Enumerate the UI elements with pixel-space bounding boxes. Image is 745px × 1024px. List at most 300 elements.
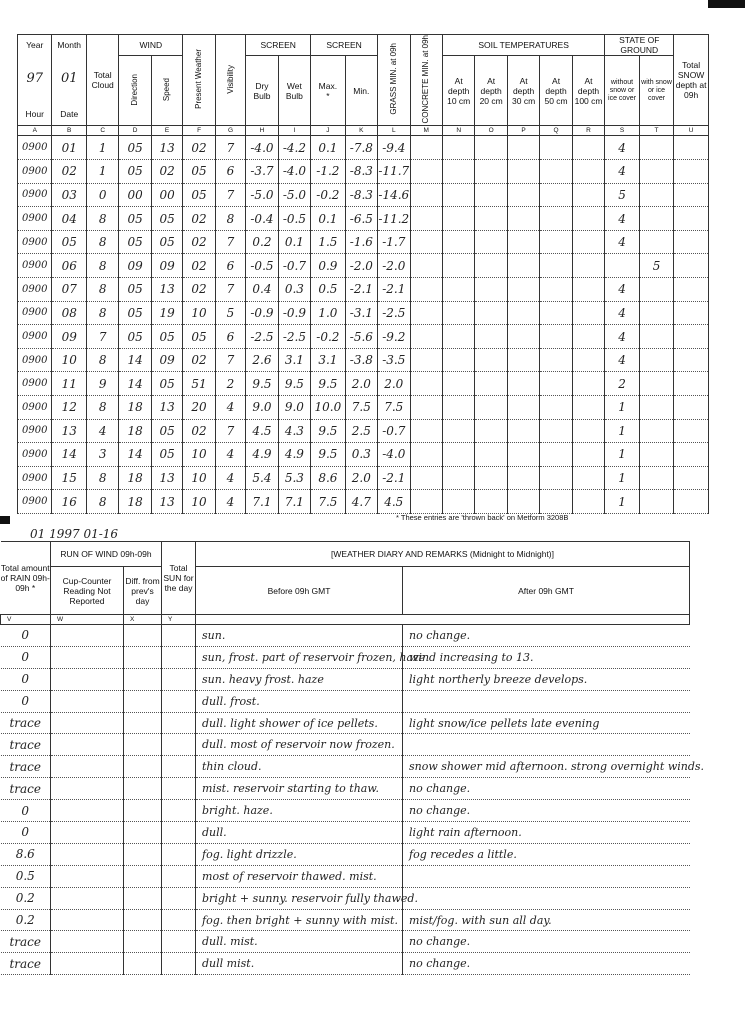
cell-empty — [410, 396, 442, 420]
cell-empty — [410, 490, 442, 514]
cup-counter-header: Cup-Counter Reading Not Reported — [51, 567, 124, 615]
footnote: * These entries are 'thrown back' on Metform 3208B — [396, 513, 569, 522]
cell-empty — [507, 160, 539, 184]
cell-empty — [410, 183, 442, 207]
cell-sog1: 4 — [605, 160, 639, 184]
cell-rain: 0.2 — [1, 887, 51, 909]
cell-wet: -0.7 — [278, 254, 310, 278]
cell-sog2 — [639, 207, 673, 231]
cell-grass: -2.1 — [378, 278, 410, 302]
cell-hour: 0900 — [18, 278, 52, 302]
visibility-header: Visibility — [215, 35, 245, 126]
cell-empty — [442, 160, 474, 184]
cell-before-09h: dull mist. — [196, 953, 403, 975]
cell-grass: -11.7 — [378, 160, 410, 184]
cell-empty — [572, 136, 605, 160]
cell-date: 13 — [52, 419, 86, 443]
cell-wet: 0.1 — [278, 230, 310, 254]
cell-empty — [507, 254, 539, 278]
cell-sog1: 2 — [605, 372, 639, 396]
cell-empty — [475, 490, 507, 514]
column-letter: E — [151, 126, 182, 136]
cell-diff — [124, 865, 162, 887]
cell-snow — [674, 466, 709, 490]
cell-vis: 4 — [215, 396, 245, 420]
cell-sog1: 4 — [605, 207, 639, 231]
total-sun-header: Total SUN for the day — [162, 542, 196, 615]
cell-sog1: 1 — [605, 443, 639, 467]
cell-snow — [674, 443, 709, 467]
cell-snow — [674, 254, 709, 278]
cell-speed: 09 — [151, 348, 182, 372]
column-letter: M — [410, 126, 442, 136]
table-row — [18, 254, 709, 278]
cell-empty — [572, 207, 605, 231]
cell-cloud: 8 — [86, 348, 118, 372]
diary-row — [1, 909, 690, 931]
cell-empty — [475, 136, 507, 160]
cell-diff — [124, 690, 162, 712]
cell-empty — [442, 325, 474, 349]
cell-empty — [475, 230, 507, 254]
cell-diff — [124, 800, 162, 822]
after-09h-header: After 09h GMT — [403, 567, 690, 615]
cell-pw: 05 — [183, 325, 215, 349]
cell-grass: -1.7 — [378, 230, 410, 254]
cell-min: -2.1 — [345, 278, 377, 302]
cell-dir: 05 — [119, 325, 151, 349]
cell-rain: trace — [1, 931, 51, 953]
cell-empty — [475, 466, 507, 490]
cell-dir: 14 — [119, 348, 151, 372]
cell-speed: 05 — [151, 230, 182, 254]
cell-max: 0.1 — [311, 136, 345, 160]
cell-dir: 18 — [119, 466, 151, 490]
cell-diff — [124, 734, 162, 756]
cell-dry: -5.0 — [246, 183, 278, 207]
cell-hour: 0900 — [18, 466, 52, 490]
cell-hour: 0900 — [18, 372, 52, 396]
cell-date: 12 — [52, 396, 86, 420]
cell-pw: 02 — [183, 254, 215, 278]
cell-date: 03 — [52, 183, 86, 207]
cell-grass: 2.0 — [378, 372, 410, 396]
cell-empty — [540, 278, 572, 302]
cell-speed: 05 — [151, 419, 182, 443]
soil-temperatures-header: SOIL TEMPERATURES — [442, 35, 604, 56]
cell-after-09h: no change. — [403, 778, 690, 800]
cell-empty — [572, 160, 605, 184]
period-stamp: 01 1997 01-16 — [30, 527, 119, 541]
table-row — [18, 466, 709, 490]
cell-max: -0.2 — [311, 325, 345, 349]
cell-min: 0.3 — [345, 443, 377, 467]
cell-before-09h: mist. reservoir starting to thaw. — [196, 778, 403, 800]
cell-sun — [162, 778, 196, 800]
column-letter: Y — [162, 615, 196, 625]
cell-snow — [674, 207, 709, 231]
cell-sog2 — [639, 278, 673, 302]
before-09h-header: Before 09h GMT — [196, 567, 403, 615]
cell-snow — [674, 183, 709, 207]
cell-sog2 — [639, 160, 673, 184]
cell-empty — [540, 254, 572, 278]
cell-cloud: 8 — [86, 396, 118, 420]
cell-cloud: 8 — [86, 466, 118, 490]
cell-sog1: 4 — [605, 348, 639, 372]
cell-empty — [410, 466, 442, 490]
cell-grass: -9.2 — [378, 325, 410, 349]
cell-diff — [124, 668, 162, 690]
cell-before-09h: fog. light drizzle. — [196, 843, 403, 865]
cell-empty — [475, 419, 507, 443]
cell-min: -5.6 — [345, 325, 377, 349]
cell-speed: 05 — [151, 325, 182, 349]
cell-pw: 02 — [183, 136, 215, 160]
cell-min: -2.0 — [345, 254, 377, 278]
cell-grass: 7.5 — [378, 396, 410, 420]
cell-hour: 0900 — [18, 419, 52, 443]
cell-empty — [475, 301, 507, 325]
cell-before-09h: dull. mist. — [196, 931, 403, 953]
cell-sog1: 4 — [605, 278, 639, 302]
cell-min: 4.7 — [345, 490, 377, 514]
cell-sun — [162, 712, 196, 734]
cell-empty — [507, 278, 539, 302]
cell-min: -7.8 — [345, 136, 377, 160]
grass-min-header: GRASS MIN. at 09h — [378, 35, 410, 126]
cell-empty — [572, 372, 605, 396]
cell-speed: 13 — [151, 136, 182, 160]
cell-sog2 — [639, 490, 673, 514]
cell-cup-counter — [51, 800, 124, 822]
cell-dry: 0.2 — [246, 230, 278, 254]
without-snow-header: without snow or ice cover — [605, 56, 639, 126]
cell-empty — [410, 348, 442, 372]
cell-snow — [674, 348, 709, 372]
cell-hour: 0900 — [18, 301, 52, 325]
cell-date: 04 — [52, 207, 86, 231]
diary-row — [1, 778, 690, 800]
cell-empty — [540, 230, 572, 254]
cell-empty — [442, 490, 474, 514]
cell-snow — [674, 230, 709, 254]
cell-dry: 9.5 — [246, 372, 278, 396]
cell-empty — [572, 325, 605, 349]
cell-dry: -0.9 — [246, 301, 278, 325]
cell-empty — [442, 372, 474, 396]
diary-row — [1, 734, 690, 756]
cell-hour: 0900 — [18, 183, 52, 207]
cell-dir: 05 — [119, 301, 151, 325]
soil-depth-30-header: At depth 30 cm — [507, 56, 539, 126]
cell-sun — [162, 756, 196, 778]
cell-hour: 0900 — [18, 490, 52, 514]
cell-max: 9.5 — [311, 443, 345, 467]
cell-sog1: 4 — [605, 325, 639, 349]
cell-dir: 09 — [119, 254, 151, 278]
registration-mark — [0, 516, 10, 524]
cell-sog2 — [639, 325, 673, 349]
cell-cup-counter — [51, 734, 124, 756]
cell-empty — [540, 325, 572, 349]
cell-speed: 02 — [151, 160, 182, 184]
diary-row — [1, 800, 690, 822]
cell-max: 0.1 — [311, 207, 345, 231]
screen-header-1: SCREEN — [246, 35, 311, 56]
table-row — [18, 372, 709, 396]
cell-before-09h: sun. heavy frost. haze — [196, 668, 403, 690]
cell-dir: 05 — [119, 278, 151, 302]
column-letter: U — [674, 126, 709, 136]
scan-corner-mark — [708, 0, 745, 8]
cell-empty — [507, 348, 539, 372]
table-row — [18, 160, 709, 184]
cell-empty — [442, 230, 474, 254]
cell-after-09h: light northerly breeze develops. — [403, 668, 690, 690]
cell-after-09h: mist/fog. with sun all day. — [403, 909, 690, 931]
table-row — [18, 348, 709, 372]
cell-dir: 05 — [119, 160, 151, 184]
cell-hour: 0900 — [18, 254, 52, 278]
cell-empty — [442, 278, 474, 302]
cell-empty — [442, 207, 474, 231]
soil-depth-50-header: At depth 50 cm — [540, 56, 572, 126]
soil-depth-100-header: At depth 100 cm — [572, 56, 605, 126]
weather-diary-header: [WEATHER DIARY AND REMARKS (Midnight to Midnight)] — [196, 542, 690, 567]
table-row — [18, 136, 709, 160]
cell-rain: 0.2 — [1, 909, 51, 931]
cell-before-09h: dull. — [196, 822, 403, 844]
cell-empty — [507, 372, 539, 396]
cell-empty — [475, 160, 507, 184]
month-value: 01 — [52, 56, 86, 104]
cell-empty — [475, 372, 507, 396]
cell-diff — [124, 712, 162, 734]
cell-pw: 02 — [183, 230, 215, 254]
column-letter: R — [572, 126, 605, 136]
cell-pw: 10 — [183, 490, 215, 514]
cell-sun — [162, 800, 196, 822]
cell-empty — [572, 396, 605, 420]
screen-header-2: SCREEN — [311, 35, 378, 56]
date-label: Date — [52, 103, 86, 126]
cell-min: 7.5 — [345, 396, 377, 420]
cell-empty — [572, 443, 605, 467]
cell-pw: 02 — [183, 348, 215, 372]
cell-cloud: 1 — [86, 160, 118, 184]
cell-date: 10 — [52, 348, 86, 372]
cell-wet: 4.9 — [278, 443, 310, 467]
cell-min: 2.0 — [345, 466, 377, 490]
concrete-min-header: CONCRETE MIN. at 09h — [410, 35, 442, 126]
wet-bulb-header: Wet Bulb — [278, 56, 310, 126]
column-letter: L — [378, 126, 410, 136]
cell-grass: -3.5 — [378, 348, 410, 372]
cell-min: -1.6 — [345, 230, 377, 254]
cell-dry: -2.5 — [246, 325, 278, 349]
column-letter: J — [311, 126, 345, 136]
cell-sog1 — [605, 254, 639, 278]
cell-speed: 13 — [151, 466, 182, 490]
table-row — [18, 301, 709, 325]
cell-sun — [162, 953, 196, 975]
cell-sog2 — [639, 466, 673, 490]
total-cloud-header: Total Cloud — [86, 35, 118, 126]
column-letter: K — [345, 126, 377, 136]
cell-dry: 4.9 — [246, 443, 278, 467]
cell-dir: 18 — [119, 419, 151, 443]
cell-cloud: 8 — [86, 207, 118, 231]
cell-max: 7.5 — [311, 490, 345, 514]
year-value: 97 — [18, 56, 52, 104]
diary-row — [1, 822, 690, 844]
cell-min: -8.3 — [345, 160, 377, 184]
cell-dir: 14 — [119, 372, 151, 396]
cell-empty — [540, 490, 572, 514]
cell-vis: 5 — [215, 301, 245, 325]
cell-max: 0.9 — [311, 254, 345, 278]
cell-cup-counter — [51, 822, 124, 844]
cell-empty — [410, 419, 442, 443]
cell-empty — [475, 183, 507, 207]
column-letter: T — [639, 126, 673, 136]
cell-rain: trace — [1, 953, 51, 975]
cell-max: -0.2 — [311, 183, 345, 207]
cell-empty — [410, 278, 442, 302]
cell-snow — [674, 372, 709, 396]
cell-snow — [674, 160, 709, 184]
cell-snow — [674, 301, 709, 325]
cell-hour: 0900 — [18, 443, 52, 467]
cell-empty — [410, 207, 442, 231]
cell-min: -8.3 — [345, 183, 377, 207]
run-of-wind-header: RUN OF WIND 09h-09h — [51, 542, 162, 567]
cell-vis: 6 — [215, 325, 245, 349]
cell-dry: 4.5 — [246, 419, 278, 443]
cell-cup-counter — [51, 756, 124, 778]
cell-empty — [475, 254, 507, 278]
cell-sog1: 4 — [605, 301, 639, 325]
cell-empty — [572, 230, 605, 254]
cell-after-09h: snow shower mid afternoon. strong overnight winds. — [403, 756, 690, 778]
cell-hour: 0900 — [18, 160, 52, 184]
cell-date: 08 — [52, 301, 86, 325]
cell-speed: 05 — [151, 443, 182, 467]
observation-table — [17, 34, 709, 514]
cell-rain: 0 — [1, 690, 51, 712]
cell-empty — [507, 207, 539, 231]
cell-dir: 18 — [119, 490, 151, 514]
cell-empty — [475, 278, 507, 302]
cell-hour: 0900 — [18, 325, 52, 349]
cell-sog1: 4 — [605, 230, 639, 254]
cell-cup-counter — [51, 843, 124, 865]
cell-speed: 05 — [151, 207, 182, 231]
column-letter: I — [278, 126, 310, 136]
cell-max: 9.5 — [311, 372, 345, 396]
max-header: Max. * — [311, 56, 345, 126]
cell-cup-counter — [51, 625, 124, 647]
cell-dir: 05 — [119, 230, 151, 254]
cell-speed: 13 — [151, 278, 182, 302]
cell-cup-counter — [51, 931, 124, 953]
cell-empty — [410, 372, 442, 396]
cell-pw: 05 — [183, 183, 215, 207]
cell-dir: 00 — [119, 183, 151, 207]
column-letter: N — [442, 126, 474, 136]
cell-date: 05 — [52, 230, 86, 254]
column-letter: S — [605, 126, 639, 136]
diary-row — [1, 756, 690, 778]
cell-empty — [507, 396, 539, 420]
month-label: Month — [52, 35, 86, 56]
total-rain-header: Total amount of RAIN 09h-09h * — [1, 542, 51, 615]
cell-before-09h: fog. then bright + sunny with mist. — [196, 909, 403, 931]
column-letter: A — [18, 126, 52, 136]
cell-empty — [540, 443, 572, 467]
cell-pw: 10 — [183, 466, 215, 490]
cell-rain: 0 — [1, 800, 51, 822]
cell-dir: 18 — [119, 396, 151, 420]
cell-grass: 4.5 — [378, 490, 410, 514]
cell-speed: 00 — [151, 183, 182, 207]
cell-rain: trace — [1, 778, 51, 800]
cell-cup-counter — [51, 909, 124, 931]
cell-after-09h: no change. — [403, 800, 690, 822]
cell-hour: 0900 — [18, 396, 52, 420]
cell-wet: 9.0 — [278, 396, 310, 420]
diary-row — [1, 668, 690, 690]
soil-depth-10-header: At depth 10 cm — [442, 56, 474, 126]
table-row — [18, 396, 709, 420]
cell-empty — [507, 325, 539, 349]
cell-empty — [442, 466, 474, 490]
cell-pw: 05 — [183, 160, 215, 184]
cell-sun — [162, 646, 196, 668]
cell-before-09h: dull. most of reservoir now frozen. — [196, 734, 403, 756]
cell-dir: 14 — [119, 443, 151, 467]
cell-dry: -0.4 — [246, 207, 278, 231]
column-letter: G — [215, 126, 245, 136]
cell-diff — [124, 887, 162, 909]
cell-empty — [410, 325, 442, 349]
cell-dry: 9.0 — [246, 396, 278, 420]
diary-table — [0, 541, 705, 975]
cell-empty — [410, 443, 442, 467]
cell-rain: trace — [1, 712, 51, 734]
cell-sog2 — [639, 183, 673, 207]
cell-max: 1.0 — [311, 301, 345, 325]
cell-rain: trace — [1, 734, 51, 756]
cell-before-09h: dull. light shower of ice pellets. — [196, 712, 403, 734]
cell-vis: 8 — [215, 207, 245, 231]
column-letter: B — [52, 126, 86, 136]
cell-empty — [540, 372, 572, 396]
wind-speed-header: Speed — [151, 56, 182, 126]
table-row — [18, 183, 709, 207]
cell-cloud: 3 — [86, 443, 118, 467]
dry-bulb-header: Dry Bulb — [246, 56, 278, 126]
cell-after-09h: light rain afternoon. — [403, 822, 690, 844]
cell-empty — [475, 325, 507, 349]
cell-vis: 6 — [215, 160, 245, 184]
year-label: Year — [18, 35, 52, 56]
cell-date: 14 — [52, 443, 86, 467]
column-letter: X — [124, 615, 162, 625]
cell-empty — [442, 183, 474, 207]
cell-before-09h: thin cloud. — [196, 756, 403, 778]
